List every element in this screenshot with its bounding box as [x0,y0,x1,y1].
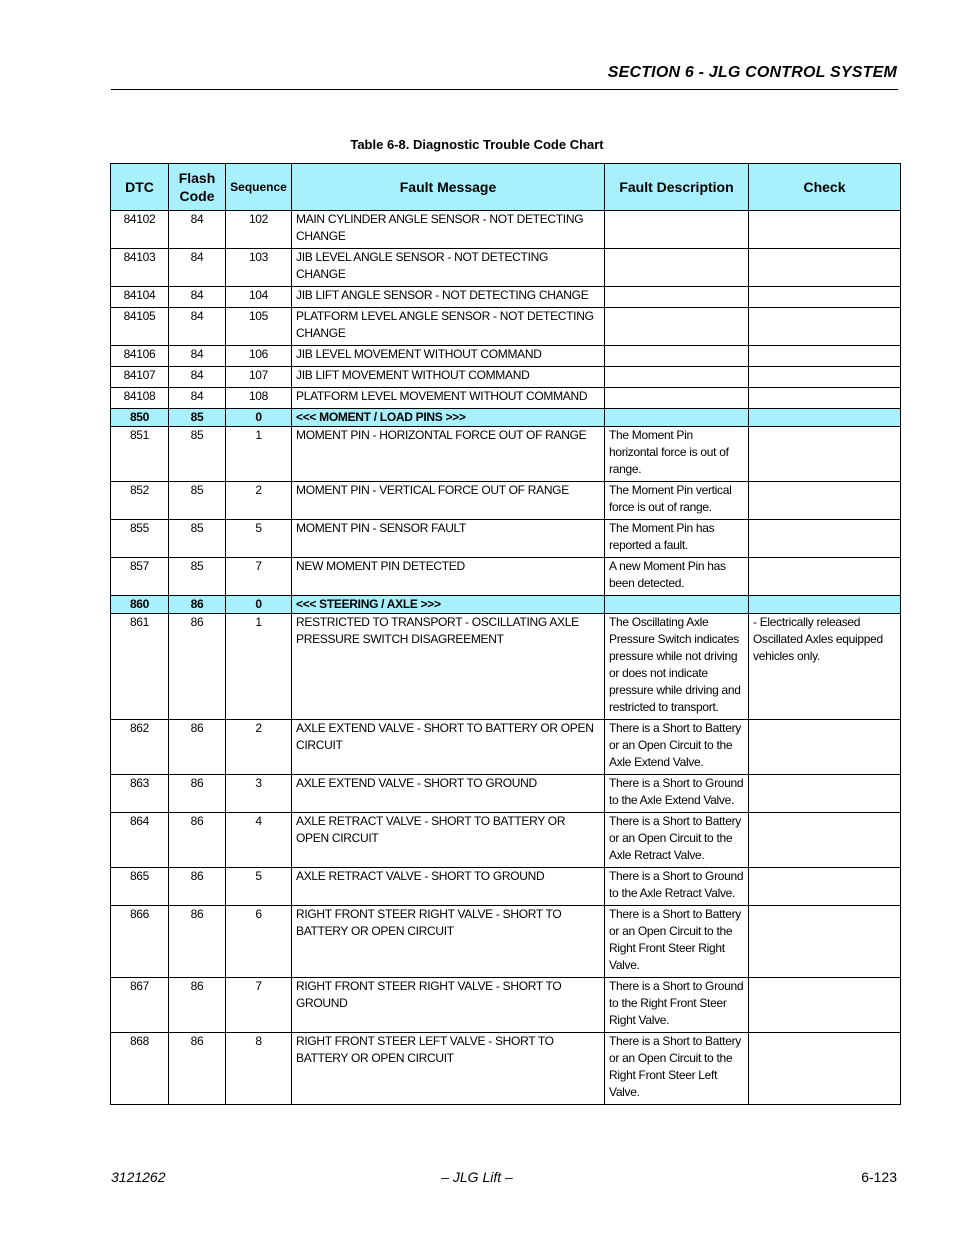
flash-code-cell: 84 [169,287,226,308]
fault-description-cell [605,367,749,388]
fault-message-cell: RIGHT FRONT STEER LEFT VALVE - SHORT TO BATTERY OR OPEN CIRCUIT [292,1033,605,1105]
table-row [111,1033,901,1105]
sequence-cell: 102 [226,211,292,249]
dtc-cell: 84103 [111,249,169,287]
flash-code-cell: 84 [169,308,226,346]
dtc-cell: 84107 [111,367,169,388]
check-cell [749,596,901,614]
fault-description-cell [605,409,749,427]
table-row [111,346,901,367]
dtc-cell: 867 [111,978,169,1033]
fault-description-cell: The Moment Pin vertical force is out of range. [605,482,749,520]
table-row [111,868,901,906]
sequence-cell: 0 [226,596,292,614]
fault-description-cell [605,287,749,308]
fault-message-cell: JIB LEVEL ANGLE SENSOR - NOT DETECTING CHANGE [292,249,605,287]
dtc-cell: 857 [111,558,169,596]
fault-message-cell: RIGHT FRONT STEER RIGHT VALVE - SHORT TO GROUND [292,978,605,1033]
fault-message-cell: AXLE RETRACT VALVE - SHORT TO BATTERY OR OPEN CIRCUIT [292,813,605,868]
flash-code-cell: 84 [169,211,226,249]
flash-code-cell: 85 [169,558,226,596]
fault-description-cell: The Moment Pin has reported a fault. [605,520,749,558]
flash-code-cell: 84 [169,388,226,409]
check-cell [749,308,901,346]
flash-code-cell: 86 [169,775,226,813]
sequence-cell: 8 [226,1033,292,1105]
fault-message-cell: AXLE EXTEND VALVE - SHORT TO BATTERY OR OPEN CIRCUIT [292,720,605,775]
fault-message-cell: <<< MOMENT / LOAD PINS >>> [292,409,605,427]
fault-message-cell: MAIN CYLINDER ANGLE SENSOR - NOT DETECTING CHANGE [292,211,605,249]
document-number: 3121262 [111,1169,166,1185]
flash-code-cell: 84 [169,249,226,287]
column-header-fault-description: Fault Description [605,164,749,211]
check-cell [749,388,901,409]
dtc-cell: 860 [111,596,169,614]
flash-code-cell: 86 [169,906,226,978]
check-cell [749,409,901,427]
sequence-cell: 3 [226,775,292,813]
fault-description-cell: A new Moment Pin has been detected. [605,558,749,596]
table-row [111,427,901,482]
check-cell [749,1033,901,1105]
flash-code-cell: 86 [169,1033,226,1105]
check-cell [749,287,901,308]
fault-description-cell: There is a Short to Ground to the Right Front Steer Right Valve. [605,978,749,1033]
sequence-cell: 0 [226,409,292,427]
column-header-fault-message: Fault Message [292,164,605,211]
fault-description-cell: The Oscillating Axle Pressure Switch indicates pressure while not driving or does not indicate pressure while driving and restricted to transport. [605,614,749,720]
dtc-cell: 868 [111,1033,169,1105]
fault-message-cell: JIB LIFT ANGLE SENSOR - NOT DETECTING CHANGE [292,287,605,308]
sequence-cell: 1 [226,614,292,720]
sequence-cell: 103 [226,249,292,287]
table-group-row [111,409,901,427]
table-row [111,308,901,346]
table-row [111,211,901,249]
check-cell: - Electrically released Oscillated Axles equipped vehicles only. [749,614,901,720]
flash-code-cell: 86 [169,720,226,775]
table-row [111,906,901,978]
fault-description-cell: There is a Short to Battery or an Open Circuit to the Right Front Steer Left Valve. [605,1033,749,1105]
fault-message-cell: AXLE RETRACT VALVE - SHORT TO GROUND [292,868,605,906]
fault-description-cell: There is a Short to Ground to the Axle Extend Valve. [605,775,749,813]
flash-code-cell: 86 [169,868,226,906]
table-caption: Table 6-8. Diagnostic Trouble Code Chart [350,137,604,152]
check-cell [749,427,901,482]
dtc-cell: 865 [111,868,169,906]
sequence-cell: 6 [226,906,292,978]
column-header-flash-code: Flash Code [169,164,226,211]
fault-message-cell: <<< STEERING / AXLE >>> [292,596,605,614]
flash-code-cell: 84 [169,367,226,388]
flash-code-cell: 86 [169,813,226,868]
table-row [111,978,901,1033]
fault-description-cell [605,346,749,367]
dtc-cell: 855 [111,520,169,558]
dtc-cell: 864 [111,813,169,868]
fault-message-cell: JIB LIFT MOVEMENT WITHOUT COMMAND [292,367,605,388]
fault-message-cell: RESTRICTED TO TRANSPORT - OSCILLATING AXLE PRESSURE SWITCH DISAGREEMENT [292,614,605,720]
fault-description-cell [605,388,749,409]
fault-message-cell: MOMENT PIN - VERTICAL FORCE OUT OF RANGE [292,482,605,520]
sequence-cell: 106 [226,346,292,367]
fault-description-cell [605,211,749,249]
table-row [111,388,901,409]
fault-message-cell: MOMENT PIN - HORIZONTAL FORCE OUT OF RANGE [292,427,605,482]
sequence-cell: 5 [226,520,292,558]
table-row [111,775,901,813]
table-row [111,367,901,388]
check-cell [749,367,901,388]
flash-code-cell: 85 [169,427,226,482]
sequence-cell: 105 [226,308,292,346]
sequence-cell: 104 [226,287,292,308]
fault-message-cell: AXLE EXTEND VALVE - SHORT TO GROUND [292,775,605,813]
flash-code-cell: 85 [169,482,226,520]
dtc-cell: 851 [111,427,169,482]
check-cell [749,482,901,520]
check-cell [749,720,901,775]
sequence-cell: 2 [226,482,292,520]
dtc-cell: 862 [111,720,169,775]
footer-brand: – JLG Lift – [441,1169,513,1185]
fault-message-cell: JIB LEVEL MOVEMENT WITHOUT COMMAND [292,346,605,367]
table-header-row [111,164,901,211]
section-title: SECTION 6 - JLG CONTROL SYSTEM [607,64,897,81]
dtc-cell: 850 [111,409,169,427]
table-row [111,813,901,868]
check-cell [749,906,901,978]
check-cell [749,558,901,596]
sequence-cell: 4 [226,813,292,868]
fault-description-cell: There is a Short to Battery or an Open Circuit to the Right Front Steer Right Valve. [605,906,749,978]
dtc-cell: 863 [111,775,169,813]
sequence-cell: 107 [226,367,292,388]
table-row [111,482,901,520]
table-row [111,520,901,558]
flash-code-cell: 84 [169,346,226,367]
flash-code-cell: 85 [169,520,226,558]
sequence-cell: 108 [226,388,292,409]
dtc-table [110,163,901,1105]
flash-code-cell: 86 [169,614,226,720]
fault-message-cell: PLATFORM LEVEL ANGLE SENSOR - NOT DETECTING CHANGE [292,308,605,346]
flash-code-cell: 85 [169,409,226,427]
sequence-cell: 2 [226,720,292,775]
table-body [111,211,901,1105]
fault-description-cell: There is a Short to Battery or an Open Circuit to the Axle Retract Valve. [605,813,749,868]
check-cell [749,520,901,558]
column-header-dtc: DTC [111,164,169,211]
check-cell [749,346,901,367]
check-cell [749,813,901,868]
page-number: 6-123 [861,1169,897,1185]
flash-code-cell: 86 [169,978,226,1033]
flash-code-cell: 86 [169,596,226,614]
check-cell [749,775,901,813]
fault-description-cell [605,308,749,346]
fault-message-cell: NEW MOMENT PIN DETECTED [292,558,605,596]
table-row [111,249,901,287]
check-cell [749,211,901,249]
fault-message-cell: PLATFORM LEVEL MOVEMENT WITHOUT COMMAND [292,388,605,409]
check-cell [749,868,901,906]
dtc-cell: 84106 [111,346,169,367]
dtc-cell: 84104 [111,287,169,308]
sequence-cell: 7 [226,978,292,1033]
sequence-cell: 5 [226,868,292,906]
header-divider [111,89,898,90]
dtc-cell: 861 [111,614,169,720]
table-row [111,287,901,308]
dtc-cell: 866 [111,906,169,978]
table-group-row [111,596,901,614]
dtc-cell: 84108 [111,388,169,409]
fault-description-cell [605,596,749,614]
dtc-cell: 852 [111,482,169,520]
column-header-check: Check [749,164,901,211]
sequence-cell: 1 [226,427,292,482]
fault-description-cell: The Moment Pin horizontal force is out of range. [605,427,749,482]
fault-description-cell: There is a Short to Battery or an Open Circuit to the Axle Extend Valve. [605,720,749,775]
fault-message-cell: RIGHT FRONT STEER RIGHT VALVE - SHORT TO BATTERY OR OPEN CIRCUIT [292,906,605,978]
table-row [111,558,901,596]
sequence-cell: 7 [226,558,292,596]
dtc-cell: 84105 [111,308,169,346]
table-row [111,614,901,720]
check-cell [749,249,901,287]
fault-description-cell: There is a Short to Ground to the Axle Retract Valve. [605,868,749,906]
dtc-cell: 84102 [111,211,169,249]
fault-description-cell [605,249,749,287]
check-cell [749,978,901,1033]
table-row [111,720,901,775]
column-header-sequence: Sequence [226,164,292,211]
fault-message-cell: MOMENT PIN - SENSOR FAULT [292,520,605,558]
